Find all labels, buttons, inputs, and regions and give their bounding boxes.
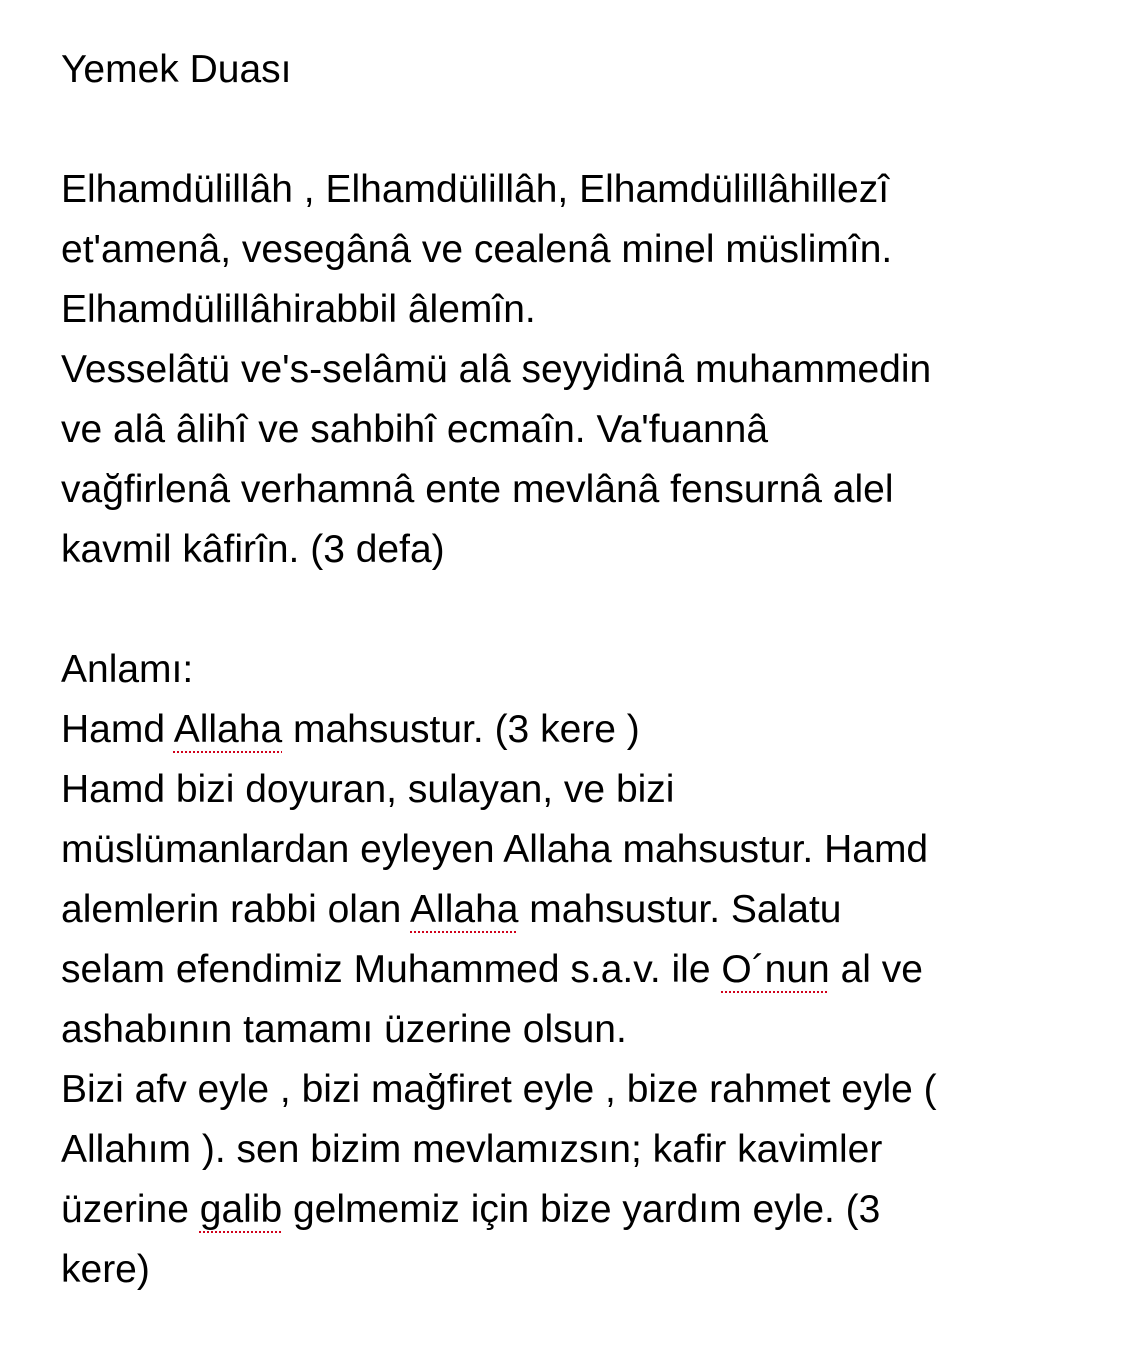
document-body: [61, 40, 1101, 1300]
text-run: gelmemiz için bize yardım eyle. (3: [282, 1188, 881, 1231]
prayer-line: Vesselâtü ve's-selâmü alâ seyyidinâ muhammedin: [61, 348, 932, 391]
meaning-line: [61, 940, 1101, 1000]
blank-line: [61, 580, 1101, 640]
misspelled-word[interactable]: galib: [199, 1188, 283, 1231]
misspelled-word[interactable]: Allaha: [173, 708, 283, 751]
text-run: Hamd: [61, 708, 174, 751]
text-run: üzerine: [61, 1188, 200, 1231]
meaning-line: Allahım ). sen bizim mevlamızsın; kafir kavimler: [61, 1128, 883, 1171]
prayer-text: [61, 160, 1101, 580]
misspelled-word[interactable]: O´nun: [721, 948, 830, 991]
text-run: mahsustur. Salatu: [518, 888, 842, 931]
meaning-line: müslümanlardan eyleyen Allaha mahsustur. Hamd: [61, 828, 929, 871]
misspelled-word[interactable]: Allaha: [410, 888, 519, 931]
prayer-line: Elhamdülillâh , Elhamdülillâh, Elhamdülillâhillezî: [61, 168, 890, 211]
text-run: alemlerin rabbi olan: [61, 888, 411, 931]
meaning-line: Hamd bizi doyuran, sulayan, ve bizi: [61, 768, 675, 811]
text-run: al ve: [829, 948, 923, 991]
blank-line: [61, 100, 1101, 160]
meaning-heading: Anlamı:: [61, 648, 194, 691]
meaning-line: [61, 700, 1101, 760]
meaning-section: [61, 640, 1101, 1300]
text-run: selam efendimiz Muhammed s.a.v. ile: [61, 948, 722, 991]
text-run: mahsustur. (3 kere ): [282, 708, 640, 751]
meaning-line: kere): [61, 1248, 150, 1291]
prayer-line: vağfirlenâ verhamnâ ente mevlânâ fensurnâ alel: [61, 468, 894, 511]
meaning-line: [61, 880, 1101, 940]
meaning-line: Bizi afv eyle , bizi mağfiret eyle , bize rahmet eyle (: [61, 1068, 937, 1111]
meaning-line: ashabının tamamı üzerine olsun.: [61, 1008, 627, 1051]
prayer-line: et'amenâ, vesegânâ ve cealenâ minel müslimîn.: [61, 228, 893, 271]
prayer-line: Elhamdülillâhirabbil âlemîn.: [61, 288, 536, 331]
meaning-line: [61, 1180, 1101, 1240]
prayer-line: ve alâ âlihî ve sahbihî ecmaîn. Va'fuannâ: [61, 408, 769, 451]
document-title: Yemek Duası: [61, 48, 292, 91]
prayer-line: kavmil kâfirîn. (3 defa): [61, 528, 445, 571]
